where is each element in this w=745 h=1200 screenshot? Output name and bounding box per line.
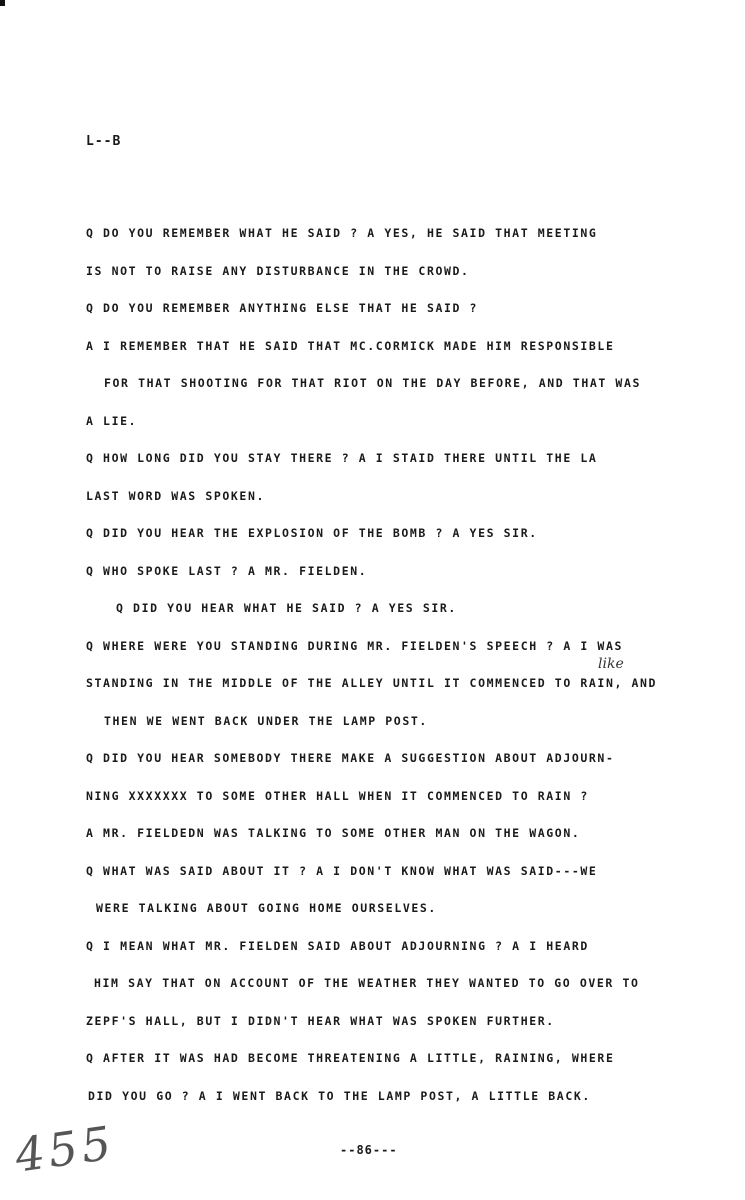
transcript-line: STANDING IN THE MIDDLE OF THE ALLEY UNTIL IT COMMENCED TO RAIN, AND: [86, 676, 658, 690]
transcript-line: LAST WORD WAS SPOKEN.: [86, 489, 265, 503]
transcript-line: A I REMEMBER THAT HE SAID THAT MC.CORMICK MADE HIM RESPONSIBLE: [86, 339, 615, 353]
page-header: L--B: [86, 134, 122, 149]
transcript-line: Q DO YOU REMEMBER WHAT HE SAID ? A YES, HE SAID THAT MEETING: [86, 226, 598, 240]
transcript-line: IS NOT TO RAISE ANY DISTURBANCE IN THE CROWD.: [86, 264, 470, 278]
transcript-line: A LIE.: [86, 414, 138, 428]
transcript-line: THEN WE WENT BACK UNDER THE LAMP POST.: [104, 714, 428, 728]
transcript-line: Q HOW LONG DID YOU STAY THERE ? A I STAID THERE UNTIL THE LA: [86, 451, 598, 465]
transcript-line: Q WHO SPOKE LAST ? A MR. FIELDEN.: [86, 564, 368, 578]
transcript-line: WERE TALKING ABOUT GOING HOME OURSELVES.: [96, 901, 437, 915]
transcript-line: Q DID YOU HEAR WHAT HE SAID ? A YES SIR.: [116, 601, 457, 615]
transcript-line: ZEPF'S HALL, BUT I DIDN'T HEAR WHAT WAS SPOKEN FURTHER.: [86, 1014, 555, 1028]
transcript-line: Q DO YOU REMEMBER ANYTHING ELSE THAT HE SAID ?: [86, 301, 479, 315]
transcript-line: Q WHERE WERE YOU STANDING DURING MR. FIELDEN'S SPEECH ? A I WAS: [86, 639, 623, 653]
corner-mark: [0, 0, 5, 6]
transcript-line: Q I MEAN WHAT MR. FIELDEN SAID ABOUT ADJOURNING ? A I HEARD: [86, 939, 589, 953]
transcript-line: Q DID YOU HEAR THE EXPLOSION OF THE BOMB ? A YES SIR.: [86, 526, 538, 540]
transcript-line: NING XXXXXXX TO SOME OTHER HALL WHEN IT COMMENCED TO RAIN ?: [86, 789, 589, 803]
handwritten-page-number: 455: [11, 1115, 119, 1183]
transcript-line: Q AFTER IT WAS HAD BECOME THREATENING A LITTLE, RAINING, WHERE: [86, 1051, 615, 1065]
transcript-line: Q WHAT WAS SAID ABOUT IT ? A I DON'T KNOW WHAT WAS SAID---WE: [86, 864, 598, 878]
transcript-line: HIM SAY THAT ON ACCOUNT OF THE WEATHER THEY WANTED TO GO OVER TO: [94, 976, 640, 990]
transcript-line: Q DID YOU HEAR SOMEBODY THERE MAKE A SUGGESTION ABOUT ADJOURN-: [86, 751, 615, 765]
transcript-line: FOR THAT SHOOTING FOR THAT RIOT ON THE DAY BEFORE, AND THAT WAS: [104, 376, 641, 390]
handwritten-annotation: like: [598, 656, 624, 672]
transcript-line: DID YOU GO ? A I WENT BACK TO THE LAMP POST, A LITTLE BACK.: [88, 1089, 591, 1103]
page-footer: --86---: [340, 1143, 398, 1157]
transcript-line: A MR. FIELDEDN WAS TALKING TO SOME OTHER MAN ON THE WAGON.: [86, 826, 581, 840]
